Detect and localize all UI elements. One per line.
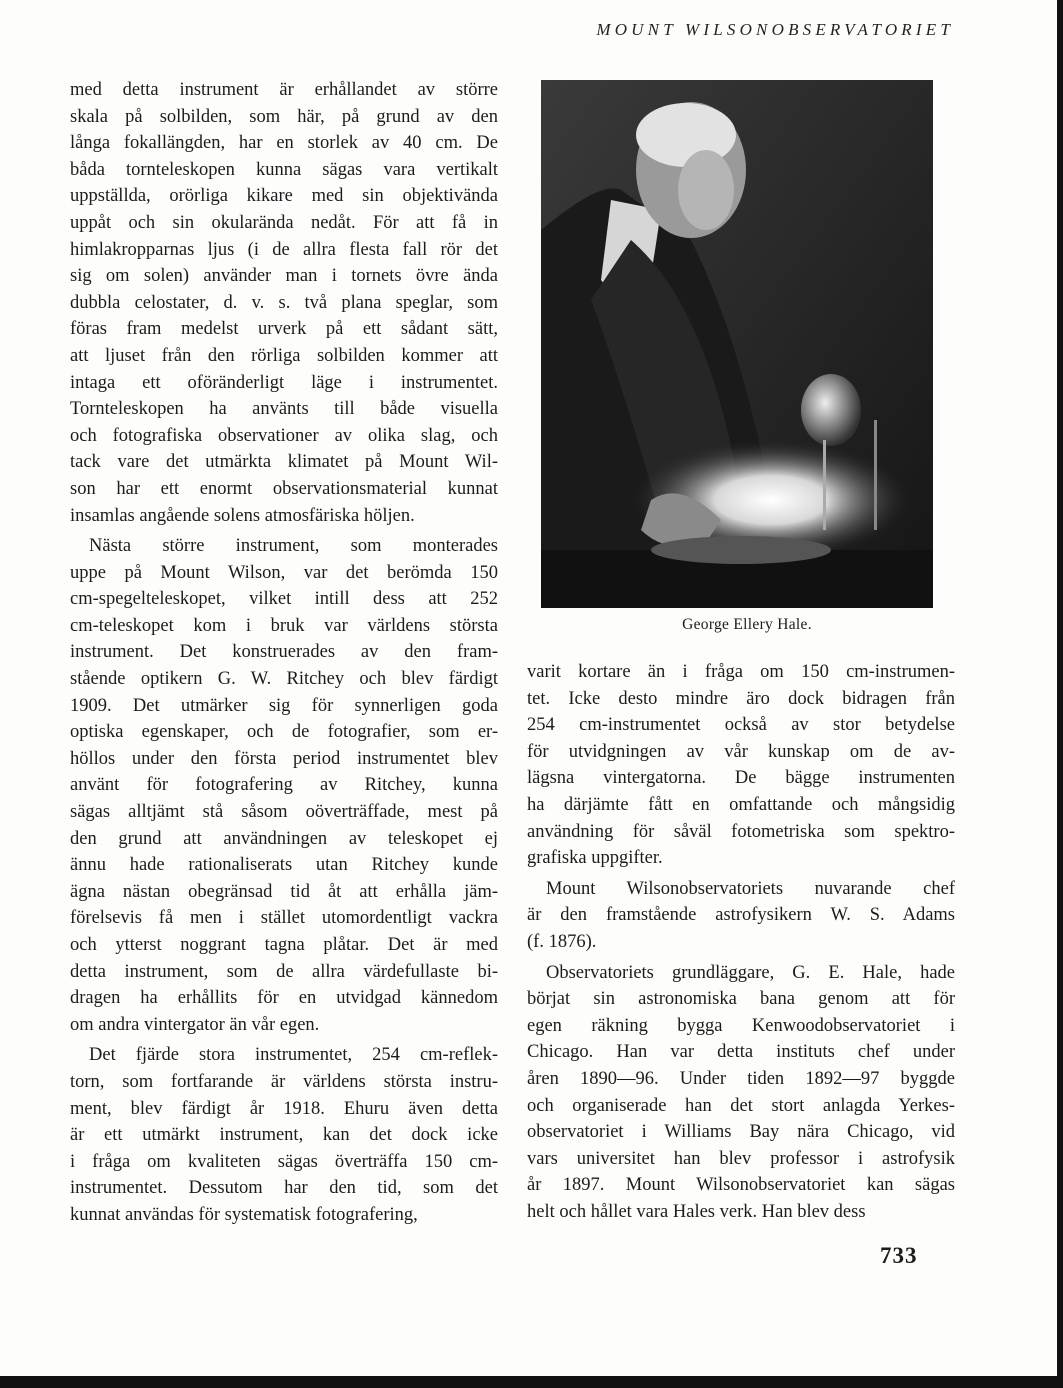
- text-line: tack vare det utmärkta klimatet på Mount Wil-: [70, 452, 498, 473]
- text-line: Tornteleskopen ha använts till både visuella: [70, 399, 498, 420]
- text-line: ännu hade rationaliserats utan Ritchey kunde: [70, 855, 498, 876]
- text-line: förelsevis få men i stället utomordentligt vackra: [70, 908, 498, 929]
- text-line: föras fram medelst urverk på ett sådant sätt,: [70, 319, 498, 340]
- text-line: Mount Wilsonobservatoriets nuvarande chef: [546, 878, 955, 899]
- paragraph: [527, 659, 955, 872]
- text-line: 254 cm-instrumentet också av stor betydelse: [527, 715, 955, 736]
- text-line: detta instrument, som de allra värdefullaste bi-: [70, 961, 498, 982]
- text-line: åren 1890—96. Under tiden 1892—97 byggde: [527, 1068, 955, 1089]
- text-line: med detta instrument är erhållandet av större: [70, 80, 498, 100]
- paragraph: [527, 876, 955, 956]
- text-line: torn, som fortfarande är världens största instru-: [70, 1071, 498, 1092]
- running-header: MOUNT WILSONOBSERVATORIET: [596, 20, 954, 39]
- text-line: optiska egenskaper, och de fotografier, som er-: [70, 722, 498, 743]
- text-line: stående optikern G. W. Ritchey och blev färdigt: [70, 669, 498, 690]
- paragraph: [70, 77, 498, 529]
- text-line: son har ett enormt observationsmaterial kunnat: [70, 478, 498, 499]
- right-column: [527, 659, 955, 1229]
- text-line: intaga ett oföränderligt läge i instrumentet.: [70, 372, 498, 393]
- text-line: dragen ha erhållits för en utvidgad kännedom: [70, 988, 498, 1009]
- text-line: ägna nästan obegränsad tid åt att erhålla jäm-: [70, 881, 498, 902]
- text-line: börjat sin astronomiska bana genom att för: [527, 989, 955, 1010]
- text-line: egen räkning bygga Kenwoodobservatoriet i: [527, 1015, 955, 1036]
- text-line: om andra vintergator än vår egen.: [70, 1014, 320, 1035]
- text-line: är den framstående astrofysikern W. S. Adams: [527, 905, 955, 926]
- portrait-photo: [541, 80, 933, 608]
- text-line: skala på solbilden, som här, på grund av den: [70, 106, 498, 127]
- text-line: dubbla celostater, d. v. s. två plana speglar, som: [70, 292, 498, 313]
- text-line: uppställda, orörliga kikare med sin objektivända: [70, 186, 498, 207]
- text-line: instrument. Det konstruerades av den fram-: [70, 642, 498, 663]
- paragraph: [70, 533, 498, 1038]
- text-line: Det fjärde stora instrumentet, 254 cm-reflek-: [89, 1045, 498, 1066]
- text-line: cm-teleskopet kom i bruk var världens största: [70, 615, 498, 636]
- scan-edge-right: [1057, 0, 1063, 1388]
- page-number: 733: [880, 1243, 918, 1268]
- left-column: [70, 77, 498, 1233]
- text-line: sig om solen) använder man i tornets övre ända: [70, 266, 498, 287]
- text-line: ha därjämte fått en omfattande och mångsidig: [527, 794, 955, 815]
- text-line: Nästa större instrument, som monterades: [89, 536, 498, 557]
- text-line: lägsna vintergatorna. De bägge instrumenten: [527, 768, 955, 789]
- text-line: år 1897. Mount Wilsonobservatoriet kan sägas: [527, 1175, 955, 1196]
- text-line: insamlas angående solens atmosfäriska höljen.: [70, 505, 415, 526]
- text-line: uppåt och sin okularända nedåt. För att få in: [70, 212, 498, 233]
- text-line: höllos under den första period instrumentet blev: [70, 748, 498, 769]
- text-line: observatoriet i Williams Bay nära Chicago, vid: [527, 1122, 955, 1143]
- text-line: 1909. Det utmärker sig för synnerligen goda: [70, 695, 498, 716]
- text-line: sägas alltjämt stå såsom oöverträffade, mest på: [70, 802, 498, 823]
- text-line: kunnat användas för systematisk fotografering,: [70, 1204, 418, 1225]
- paragraph: [527, 960, 955, 1226]
- text-line: den grund att användningen av teleskopet ej: [70, 828, 498, 849]
- text-line: och ytterst noggrant tagna plåtar. Det är med: [70, 935, 498, 955]
- text-line: för utvidgningen av vår kunskap om de av-: [527, 741, 955, 762]
- text-line: och organiserade han det stort anlagda Yerkes-: [527, 1095, 955, 1116]
- text-line: att ljuset från den rörliga solbilden kommer att: [70, 345, 498, 366]
- text-line: använt för fotografering av Ritchey, kunna: [70, 775, 498, 796]
- text-line: uppe på Mount Wilson, var det berömda 150: [70, 562, 498, 583]
- text-line: himlakropparnas ljus (i de allra flesta fall rör det: [70, 239, 498, 260]
- text-line: varit kortare än i fråga om 150 cm-instrumen-: [527, 662, 955, 682]
- text-line: och fotografiska observationer av olika slag, och: [70, 425, 498, 446]
- paragraph: [70, 1042, 498, 1228]
- scan-edge-bottom: [0, 1376, 1063, 1388]
- text-line: Observatoriets grundläggare, G. E. Hale, hade: [546, 962, 955, 983]
- portrait-photo-image: [541, 80, 933, 608]
- text-line: cm-spegelteleskopet, vilket intill dess att 252: [70, 589, 498, 610]
- text-line: Chicago. Han var detta instituts chef under: [527, 1042, 955, 1063]
- text-line: långa fokallängden, har en storlek av 40 cm. De: [70, 133, 498, 154]
- text-line: tet. Icke desto mindre äro dock bidragen från: [527, 688, 955, 709]
- text-line: ment, blev färdigt år 1918. Ehuru även detta: [70, 1098, 498, 1119]
- text-line: (f. 1876).: [527, 931, 597, 952]
- text-line: är ett utmärkt instrument, kan det dock icke: [70, 1125, 498, 1146]
- text-line: vars universitet han blev professor i astrofysik: [527, 1148, 955, 1169]
- text-line: användning för såväl fotometriska som spektro-: [527, 821, 955, 842]
- text-line: båda tornteleskopen kunna sägas vara vertikalt: [70, 159, 498, 180]
- text-line: instrumentet. Dessutom har den tid, som det: [70, 1178, 498, 1199]
- text-line: i fråga om kvaliteten sägas överträffa 150 cm-: [70, 1151, 498, 1172]
- text-line: grafiska uppgifter.: [527, 848, 663, 869]
- photo-caption: George Ellery Hale.: [682, 616, 812, 633]
- text-line: helt och hållet vara Hales verk. Han blev dess: [527, 1201, 866, 1222]
